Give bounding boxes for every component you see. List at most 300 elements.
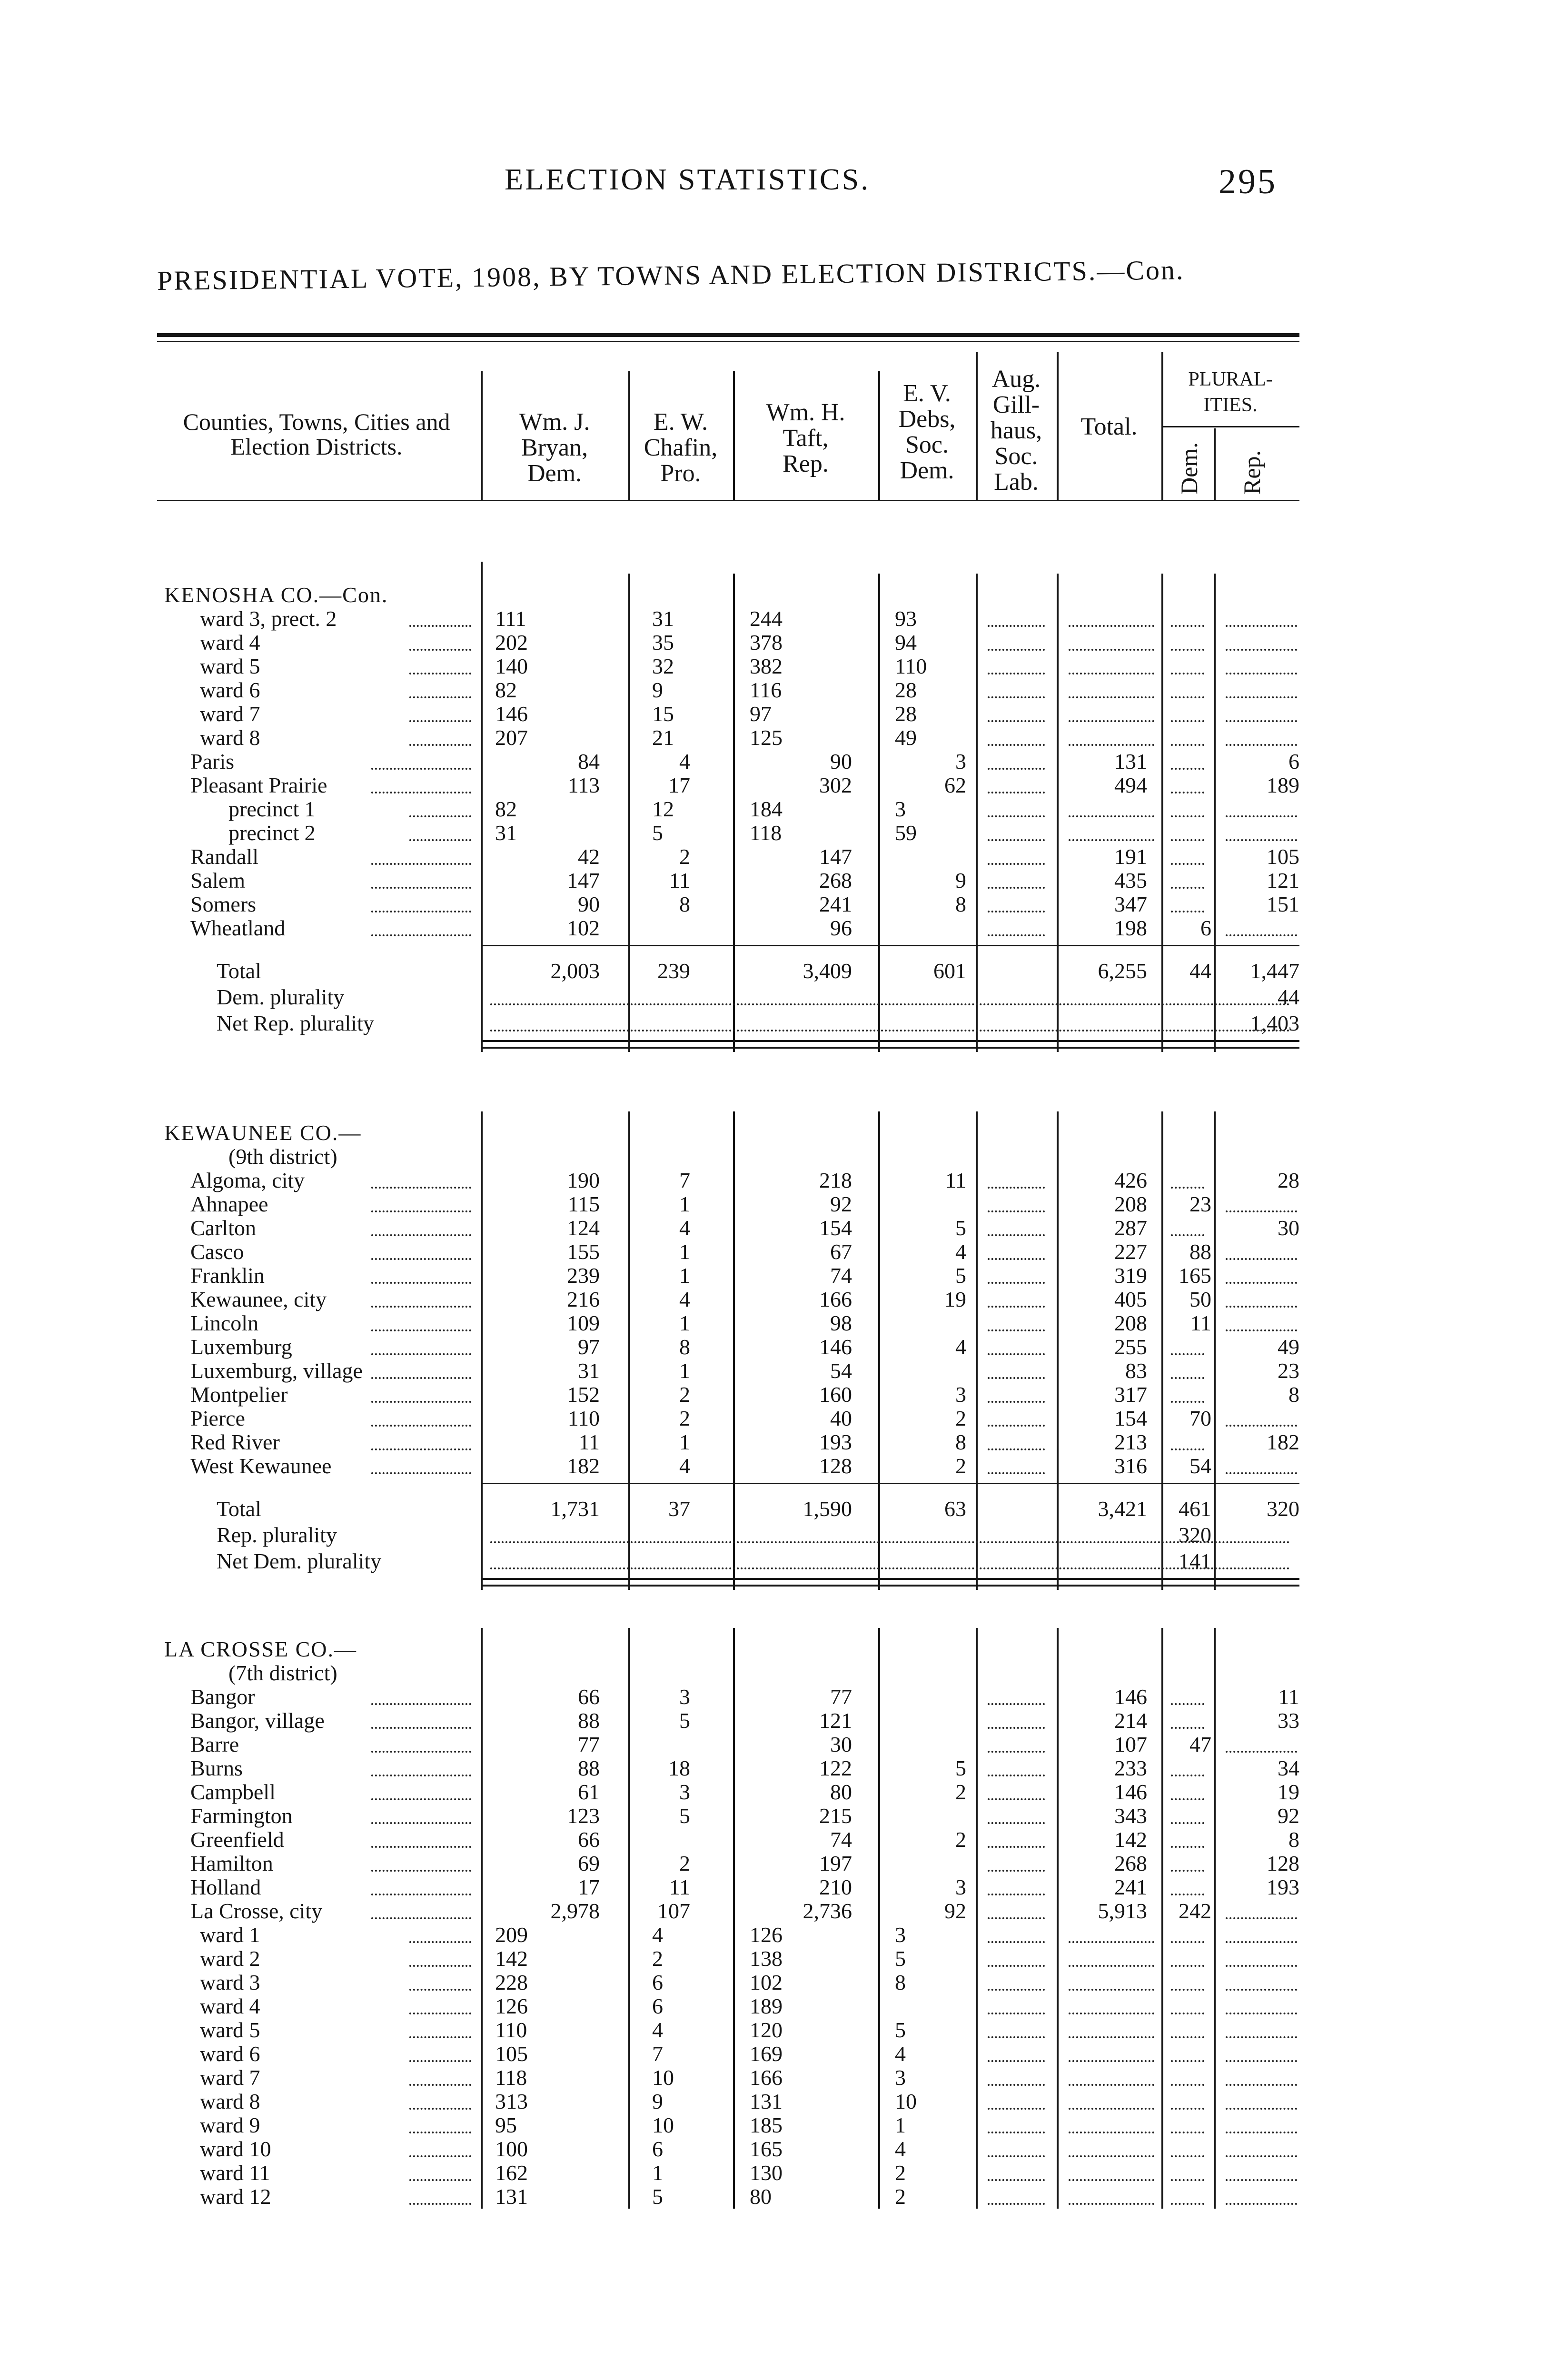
gillhaus-dots: [988, 1329, 1045, 1331]
value-debs: 4: [955, 1240, 966, 1264]
table-row: [0, 916, 1546, 940]
value-total: 343: [1114, 1804, 1147, 1828]
rep-dots: [1226, 1472, 1297, 1474]
taft-header-line: Wm. H.: [766, 399, 845, 426]
table-row: [0, 2018, 1546, 2042]
sub-value: 118: [495, 2065, 527, 2090]
leader-dots: [371, 1425, 471, 1427]
row-label: precinct 2: [228, 821, 316, 845]
gillhaus-dots: [988, 1425, 1045, 1427]
sub-value: 138: [750, 1946, 783, 1971]
value-total: 316: [1114, 1454, 1147, 1478]
leader-dots: [371, 1727, 471, 1729]
total-dem: 141: [1179, 1549, 1211, 1573]
table-row: [0, 1407, 1546, 1430]
table-row: [0, 1780, 1546, 1804]
sub-value: 165: [750, 2137, 783, 2161]
value-total: 287: [1114, 1216, 1147, 1240]
body-divider: [1214, 1628, 1216, 2209]
gillhaus-dots: [988, 673, 1045, 674]
rep-dots: [1226, 1258, 1297, 1260]
table-row: [0, 1804, 1546, 1828]
sub-value: 110: [895, 654, 927, 678]
value-taft: 166: [819, 1287, 852, 1311]
table-row: [0, 2113, 1546, 2137]
row-label: Somers: [190, 892, 256, 916]
value-chafin: 17: [668, 773, 690, 797]
total-total: 6,255: [1098, 959, 1147, 983]
total-bryan: 2,003: [550, 959, 600, 983]
sub-value: 2: [652, 1946, 663, 1971]
sub-value: 9: [652, 2089, 663, 2113]
row-label: Greenfield: [190, 1828, 284, 1852]
bryan-header-line: Dem.: [527, 460, 582, 487]
gillhaus-dots: [988, 2179, 1045, 2181]
leader-dots: [409, 1965, 471, 1967]
total-label: Net Dem. plurality: [217, 1549, 382, 1573]
total-dots: [1069, 2060, 1154, 2062]
row-label: ward 6: [200, 2042, 260, 2066]
dem-dots: [1171, 696, 1204, 698]
row-label: ward 7: [200, 2066, 260, 2090]
value-total: 435: [1114, 868, 1147, 892]
dem-dots: [1171, 2084, 1204, 2086]
value-chafin: 3: [679, 1780, 690, 1804]
table-row: [0, 1828, 1546, 1852]
leader-dots: [371, 1703, 471, 1705]
leader-dots: [409, 2179, 471, 2181]
gillhaus-dots: [988, 1751, 1045, 1753]
value-taft: 122: [819, 1756, 852, 1780]
value-bryan: 17: [578, 1875, 600, 1899]
row-label: ward 5: [200, 2018, 260, 2042]
total-dem: 320: [1179, 1523, 1211, 1547]
value-debs: 8: [955, 1430, 966, 1454]
sub-value: 207: [495, 725, 528, 750]
body-divider: [1161, 1628, 1163, 2209]
row-label: ward 3, prect. 2: [200, 607, 337, 631]
dem-dots: [1171, 1187, 1204, 1189]
row-label: Carlton: [190, 1216, 256, 1240]
gillhaus-dots: [988, 2036, 1045, 2038]
row-label: (9th district): [228, 1145, 337, 1169]
dem-dots: [1171, 815, 1204, 817]
gillhaus-dots: [988, 792, 1045, 793]
sub-value: 1: [652, 2161, 663, 2185]
value-debs: 5: [955, 1756, 966, 1780]
leader-dots: [409, 2084, 471, 2086]
sub-value: 97: [750, 702, 772, 726]
value-chafin: 4: [679, 1454, 690, 1478]
gillhaus-header-line: Gill-: [992, 391, 1040, 418]
value-bryan: 69: [578, 1851, 600, 1875]
dem-dots: [1171, 768, 1204, 770]
value-rep: 151: [1267, 892, 1299, 916]
value-bryan: 88: [578, 1708, 600, 1733]
value-bryan: 66: [578, 1827, 600, 1852]
total-dots: [1069, 744, 1154, 746]
sub-value: 166: [750, 2065, 783, 2090]
bryan-header-line: Wm. J.: [519, 408, 590, 436]
value-bryan: 113: [567, 773, 600, 797]
value-debs: 2: [955, 1780, 966, 1804]
gillhaus-dots: [988, 1306, 1045, 1308]
total-row: [0, 1523, 1546, 1547]
dem-dots: [1171, 839, 1204, 841]
value-debs: 4: [955, 1335, 966, 1359]
value-taft: 210: [819, 1875, 852, 1899]
rep-dots: [1226, 744, 1297, 746]
value-taft: 80: [830, 1780, 852, 1804]
dem-header: Dem.: [1176, 442, 1202, 495]
dem-dots: [1171, 1798, 1204, 1800]
value-total: 131: [1114, 749, 1147, 774]
table-row: [0, 750, 1546, 774]
rep-dots: [1226, 2084, 1297, 2086]
total-dots: [1069, 839, 1154, 841]
row-label: West Kewaunee: [190, 1454, 332, 1478]
pluralities-header: [1161, 367, 1299, 418]
gillhaus-dots: [988, 696, 1045, 698]
value-rep: 189: [1267, 773, 1299, 797]
value-dem: 88: [1189, 1240, 1211, 1264]
sub-value: 4: [895, 2137, 906, 2161]
dem-dots: [1171, 1965, 1204, 1967]
row-label: Barre: [190, 1733, 239, 1756]
value-debs: 2: [955, 1406, 966, 1430]
value-total: 208: [1114, 1311, 1147, 1335]
value-total: 191: [1114, 844, 1147, 869]
dem-dots: [1171, 2036, 1204, 2038]
value-taft: 215: [819, 1804, 852, 1828]
debs-header-line: Debs,: [898, 406, 956, 433]
value-bryan: 66: [578, 1685, 600, 1709]
sub-value: 8: [895, 1970, 906, 1994]
value-total: 227: [1114, 1240, 1147, 1264]
total-rep: 1,447: [1250, 959, 1299, 983]
rep-dots: [1226, 1329, 1297, 1331]
dem-dots: [1171, 673, 1204, 674]
rep-header: Rep.: [1239, 450, 1265, 495]
sub-value: 2: [895, 2184, 906, 2209]
leader-dots: [371, 1306, 471, 1308]
table-row: [0, 845, 1546, 869]
value-bryan: 77: [578, 1732, 600, 1756]
debs-header-line: Dem.: [900, 457, 954, 484]
leader-dots: [409, 1989, 471, 1991]
value-total: 241: [1114, 1875, 1147, 1899]
value-rep: 11: [1278, 1685, 1299, 1709]
dem-dots: [1171, 1894, 1204, 1895]
row-label: ward 2: [200, 1947, 260, 1971]
total-dots: [1069, 720, 1154, 722]
total-dots: [1069, 625, 1154, 627]
gillhaus-dots: [988, 2155, 1045, 2157]
sub-value: 202: [495, 630, 528, 654]
leader-dots: [371, 1917, 471, 1919]
rep-dots: [1226, 1425, 1297, 1427]
total-dots: [1069, 1941, 1154, 1943]
leader-dots: [371, 1775, 471, 1776]
value-bryan: 88: [578, 1756, 600, 1780]
table-row: [0, 1994, 1546, 2018]
value-bryan: 115: [567, 1192, 600, 1216]
table-row: [0, 2185, 1546, 2209]
leader-dots: [371, 1472, 471, 1474]
value-bryan: 123: [567, 1804, 600, 1828]
sub-value: 31: [652, 606, 674, 631]
value-rep: 193: [1267, 1875, 1299, 1899]
value-dem: 47: [1189, 1732, 1211, 1756]
value-taft: 96: [830, 916, 852, 940]
value-chafin: 5: [679, 1804, 690, 1828]
sub-value: 6: [652, 1994, 663, 2018]
value-total: 5,913: [1098, 1899, 1147, 1923]
table-row: [0, 1875, 1546, 1899]
table-row: [0, 2042, 1546, 2066]
leader-dots: [371, 1210, 471, 1212]
gillhaus-dots: [988, 2013, 1045, 2014]
value-bryan: 182: [567, 1454, 600, 1478]
bryan-header-line: Bryan,: [521, 434, 588, 461]
table-row: [0, 654, 1546, 678]
value-debs: 5: [955, 1263, 966, 1288]
value-taft: 128: [819, 1454, 852, 1478]
sub-value: 31: [495, 821, 517, 845]
total-chafin: 37: [668, 1497, 690, 1521]
rep-dots: [1226, 2060, 1297, 2062]
sub-value: 3: [895, 2065, 906, 2090]
dem-dots: [1171, 1727, 1204, 1729]
rep-dots: [1226, 1282, 1297, 1284]
chafin-header-line: Pro.: [660, 460, 701, 487]
value-debs: 3: [955, 1382, 966, 1407]
leader-dots: [371, 911, 471, 912]
sub-value: 105: [495, 2042, 528, 2066]
rep-dots: [1226, 2203, 1297, 2205]
rep-dots: [1226, 1210, 1297, 1212]
table-row: [0, 1145, 1546, 1169]
row-label: Lincoln: [190, 1311, 259, 1335]
leader-dots: [371, 1258, 471, 1260]
gillhaus-dots: [988, 1917, 1045, 1919]
total-debs: 63: [944, 1497, 966, 1521]
gillhaus-dots: [988, 2084, 1045, 2086]
row-label: Ahnapee: [190, 1192, 268, 1216]
value-dem: 242: [1179, 1899, 1211, 1923]
dem-dots: [1171, 863, 1204, 865]
value-debs: 2: [955, 1454, 966, 1478]
value-debs: 3: [955, 1875, 966, 1899]
table-row: [0, 1169, 1546, 1192]
value-bryan: 110: [567, 1406, 600, 1430]
total-debs: 601: [933, 959, 966, 983]
running-title: ELECTION STATISTICS.: [505, 162, 871, 196]
value-rep: 121: [1267, 868, 1299, 892]
bryan-header: [481, 409, 628, 486]
total-chafin: 239: [657, 959, 690, 983]
leader-dots: [371, 1448, 471, 1450]
total-row-dots: [490, 1567, 1290, 1569]
sub-value: 102: [750, 1970, 783, 1994]
total-dots: [1069, 1965, 1154, 1967]
dem-dots: [1171, 1703, 1204, 1705]
sub-value: 140: [495, 654, 528, 678]
sub-value: 4: [895, 2042, 906, 2066]
total-dots: [1069, 2132, 1154, 2133]
sub-value: 82: [495, 797, 517, 821]
table-row: [0, 2137, 1546, 2161]
row-label: Paris: [190, 750, 234, 774]
taft-header-line: Rep.: [783, 450, 829, 477]
rep-dots: [1226, 815, 1297, 817]
value-taft: 197: [819, 1851, 852, 1875]
rep-dots: [1226, 1751, 1297, 1753]
row-label: ward 3: [200, 1971, 260, 1994]
value-rep: 8: [1288, 1827, 1299, 1852]
leader-dots: [371, 1798, 471, 1800]
value-taft: 218: [819, 1168, 852, 1192]
sub-value: 5: [652, 821, 663, 845]
value-rep: 182: [1267, 1430, 1299, 1454]
leader-dots: [409, 673, 471, 674]
dem-dots: [1171, 1870, 1204, 1872]
leader-dots: [409, 625, 471, 627]
rep-dots: [1226, 2179, 1297, 2181]
chafin-header: [628, 409, 733, 486]
gillhaus-dots: [988, 2203, 1045, 2205]
row-label: Bangor, village: [190, 1709, 325, 1733]
rep-dots: [1226, 2036, 1297, 2038]
total-total: 3,421: [1098, 1497, 1147, 1521]
value-debs: 5: [955, 1216, 966, 1240]
row-label: Red River: [190, 1430, 280, 1454]
sub-value: 2: [895, 2161, 906, 2185]
total-dots: [1069, 649, 1154, 651]
body-divider: [733, 1628, 735, 2209]
row-label: Bangor: [190, 1685, 255, 1709]
value-total: 107: [1114, 1732, 1147, 1756]
value-chafin: 1: [679, 1192, 690, 1216]
value-rep: 49: [1278, 1335, 1299, 1359]
sub-value: 126: [495, 1994, 528, 2018]
leader-dots: [371, 1846, 471, 1848]
taft-header-line: Taft,: [783, 425, 829, 452]
value-debs: 92: [944, 1899, 966, 1923]
total-rep: 44: [1278, 985, 1299, 1009]
dem-dots: [1171, 911, 1204, 912]
table-row: [0, 774, 1546, 797]
value-taft: 30: [830, 1732, 852, 1756]
table-row: [0, 821, 1546, 845]
chafin-header-line: E. W.: [653, 408, 708, 436]
total-row: [0, 985, 1546, 1009]
value-taft: 146: [819, 1335, 852, 1359]
value-bryan: 239: [567, 1263, 600, 1288]
row-label: ward 4: [200, 1994, 260, 2018]
value-bryan: 84: [578, 749, 600, 774]
sub-value: 28: [895, 678, 917, 702]
rep-dots: [1226, 2108, 1297, 2110]
row-label: ward 8: [200, 726, 260, 750]
gillhaus-dots: [988, 2060, 1045, 2062]
table-row: [0, 1454, 1546, 1478]
value-taft: 98: [830, 1311, 852, 1335]
table-row: [0, 1852, 1546, 1875]
gillhaus-header-line: Soc.: [994, 443, 1038, 470]
row-label: Luxemburg: [190, 1335, 292, 1359]
total-label: Net Rep. plurality: [217, 1012, 374, 1035]
value-chafin: 2: [679, 1851, 690, 1875]
table-row: [0, 1264, 1546, 1288]
sub-value: 382: [750, 654, 783, 678]
value-rep: 23: [1278, 1359, 1299, 1383]
value-debs: 9: [955, 868, 966, 892]
table-row: [0, 1733, 1546, 1756]
value-bryan: 31: [578, 1359, 600, 1383]
value-chafin: 4: [679, 1216, 690, 1240]
dem-dots: [1171, 792, 1204, 793]
rep-dots: [1226, 1941, 1297, 1943]
total-dots: [1069, 2036, 1154, 2038]
rep-dots: [1226, 839, 1297, 841]
section-end-double-rule: [481, 1578, 1299, 1587]
sub-value: 49: [895, 725, 917, 750]
sub-value: 3: [895, 1923, 906, 1947]
dem-dots: [1171, 2060, 1204, 2062]
total-label: Total: [217, 1497, 261, 1521]
dem-dots: [1171, 1775, 1204, 1776]
gillhaus-dots: [988, 1727, 1045, 1729]
sub-value: 228: [495, 1970, 528, 1994]
table-row: [0, 1383, 1546, 1407]
total-dots: [1069, 1989, 1154, 1991]
gillhaus-dots: [988, 1870, 1045, 1872]
sub-value: 110: [495, 2018, 527, 2042]
gillhaus-dots: [988, 1401, 1045, 1403]
total-label: Rep. plurality: [217, 1523, 337, 1547]
dem-dots: [1171, 649, 1204, 651]
table-row: [0, 583, 1546, 607]
sub-value: 313: [495, 2089, 528, 2113]
leader-dots: [409, 649, 471, 651]
value-rep: 92: [1278, 1804, 1299, 1828]
leader-dots: [409, 2108, 471, 2110]
sub-value: 131: [495, 2184, 528, 2209]
row-label: (7th district): [228, 1661, 337, 1685]
row-label: ward 5: [200, 654, 260, 678]
value-chafin: 8: [679, 1335, 690, 1359]
pluralities-divider: [1214, 428, 1216, 500]
dem-dots: [1171, 2108, 1204, 2110]
total-label: Total: [217, 959, 261, 983]
value-total: 233: [1114, 1756, 1147, 1780]
sub-value: 378: [750, 630, 783, 654]
table-row: [0, 1971, 1546, 1994]
body-divider: [481, 1628, 483, 2209]
value-bryan: 190: [567, 1168, 600, 1192]
table-row: [0, 1216, 1546, 1240]
value-total: 494: [1114, 773, 1147, 797]
leader-dots: [371, 768, 471, 770]
table-row: [0, 702, 1546, 726]
value-dem: 6: [1200, 916, 1211, 940]
pluralities-underline: [1161, 426, 1299, 427]
row-label: LA CROSSE CO.—: [164, 1637, 357, 1661]
rep-dots: [1226, 649, 1297, 651]
top-rule-thin: [157, 341, 1299, 342]
row-label: Randall: [190, 845, 259, 869]
